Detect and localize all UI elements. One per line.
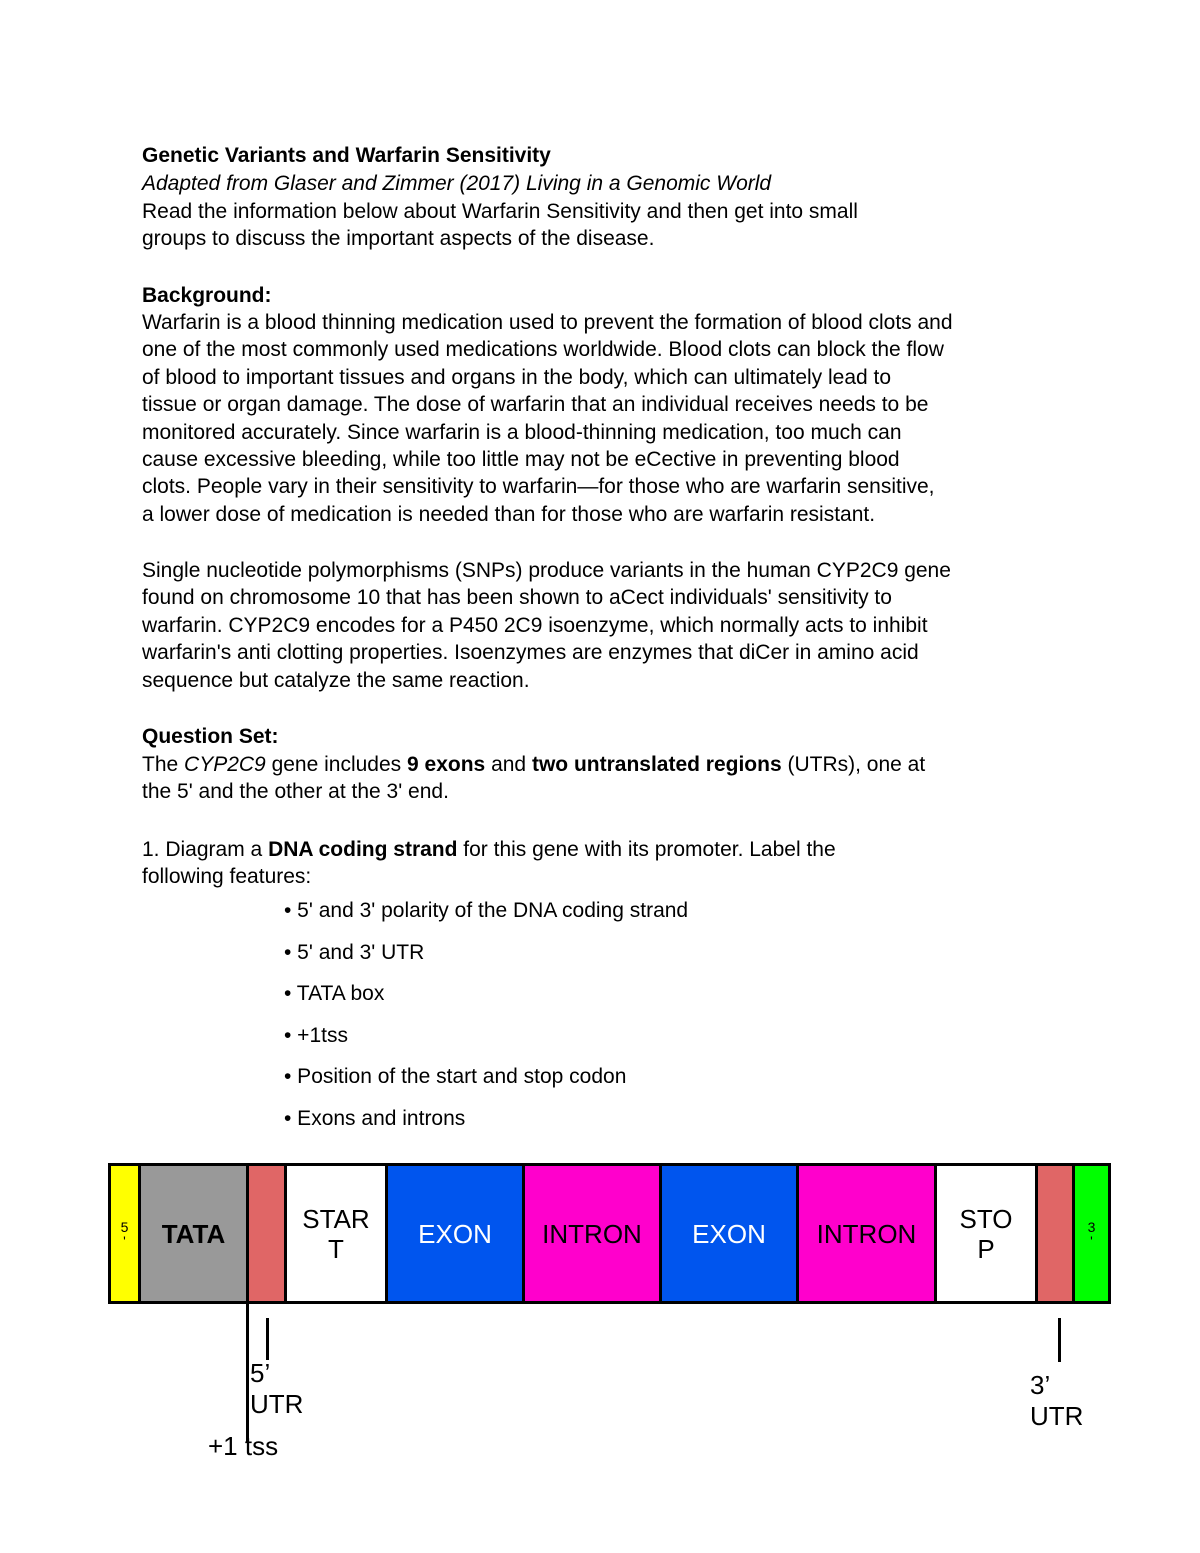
intro-paragraph <box>142 198 1082 253</box>
segment-label: TATA <box>161 1218 226 1249</box>
segment-exon-2 <box>662 1163 799 1304</box>
dna-strand-diagram <box>108 1163 1111 1304</box>
tss-label: +1 tss <box>208 1431 279 1461</box>
gene-name: CYP2C9 <box>184 753 266 776</box>
segment-label: INTRON <box>542 1218 642 1249</box>
bold-term: two untranslated regions <box>531 753 782 776</box>
background-paragraph-1 <box>142 309 1082 528</box>
feature-item: • 5' and 3' UTR <box>284 940 425 964</box>
bold-term: DNA coding strand <box>268 838 458 861</box>
text-fragment: 1. Diagram a <box>142 838 269 861</box>
text-fragment: and <box>485 753 532 776</box>
bold-term: 9 exons <box>407 753 486 776</box>
utr5-pointer-line <box>266 1318 269 1360</box>
segment-label: 5 <box>120 1218 129 1235</box>
segment-stop-codon <box>937 1163 1038 1304</box>
background-paragraph-2 <box>142 557 1082 694</box>
utr3-pointer-line <box>1058 1318 1061 1362</box>
segment-tata-box <box>141 1163 249 1304</box>
segment-label-line2: T <box>328 1233 344 1264</box>
segment-intron-2 <box>799 1163 937 1304</box>
paragraph-line: monitored accurately. Since warfarin is a blood-thinning medication, too much can <box>142 420 902 444</box>
text-fragment: gene includes <box>265 753 408 776</box>
segment-start-codon <box>287 1163 388 1304</box>
question-set-heading: Question Set: <box>142 725 279 748</box>
paragraph-line: Warfarin is a blood thinning medication used to prevent the formation of blood clots and <box>142 311 953 334</box>
feature-item: • Position of the start and stop codon <box>284 1065 627 1089</box>
question-1-line <box>142 836 1082 863</box>
paragraph-line: one of the most commonly used medications worldwide. Blood clots can block the flow <box>142 338 944 362</box>
segment-label: STAR <box>302 1203 370 1234</box>
label-line: 3’ <box>1030 1370 1051 1400</box>
paragraph-line: found on chromosome 10 that has been shown to aCect individuals' sensitivity to <box>142 586 892 610</box>
segment-label: EXON <box>692 1218 766 1249</box>
segment-label: EXON <box>418 1218 492 1249</box>
feature-item: • 5' and 3' polarity of the DNA coding strand <box>284 899 689 922</box>
feature-item: • TATA box <box>284 982 385 1006</box>
segment-sublabel: ' <box>123 1232 126 1249</box>
segment-label: INTRON <box>816 1218 917 1249</box>
intro-line: groups to discuss the important aspects of the disease. <box>142 227 655 251</box>
segment-intron-1 <box>525 1163 662 1304</box>
feature-item: • Exons and introns <box>284 1106 466 1130</box>
question-intro <box>142 751 1082 806</box>
paragraph-line: tissue or organ damage. The dose of warfarin that an individual receives needs to be <box>142 393 929 417</box>
text-fragment: (UTRs), one at <box>781 753 926 776</box>
segment-label: STO <box>959 1203 1013 1234</box>
label-line: 5’ <box>250 1358 271 1388</box>
feature-list <box>284 897 688 1147</box>
paragraph-line: warfarin. CYP2C9 encodes for a P450 2C9 isoenzyme, which normally acts to inhibit <box>142 613 928 637</box>
page-title: Genetic Variants and Warfarin Sensitivity <box>142 144 551 167</box>
question-1 <box>142 836 1082 891</box>
question-intro-line: the 5' and the other at the 3' end. <box>142 780 449 804</box>
segment-exon-1 <box>388 1163 525 1304</box>
paragraph-line: sequence but catalyze the same reaction. <box>142 668 530 692</box>
label-line: UTR <box>250 1389 304 1419</box>
intro-line: Read the information below about Warfarin Sensitivity and then get into small <box>142 200 858 223</box>
paragraph-line: a lower dose of medication is needed than for those who are warfarin resistant. <box>142 502 876 526</box>
segment-sublabel: ' <box>1090 1232 1093 1249</box>
segment-label: 3 <box>1087 1218 1096 1235</box>
paragraph-line: clots. People vary in their sensitivity to warfarin—for those who are warfarin sensitive, <box>142 475 935 499</box>
utr3-label <box>1030 1370 1083 1432</box>
segment-5-prime <box>108 1163 141 1304</box>
paragraph-line: Single nucleotide polymorphisms (SNPs) produce variants in the human CYP2C9 gene <box>142 559 951 582</box>
segment-3-utr <box>1038 1163 1075 1304</box>
background-heading: Background: <box>142 284 272 307</box>
paragraph-line: warfarin's anti clotting properties. Isoenzymes are enzymes that diCer in amino acid <box>142 641 919 665</box>
feature-item: • +1tss <box>284 1023 348 1047</box>
question-1-line: following features: <box>142 865 312 889</box>
segment-3-prime <box>1075 1163 1111 1304</box>
tss-pointer-line <box>246 1292 249 1442</box>
question-intro-line <box>142 751 1082 778</box>
label-line: UTR <box>1030 1401 1084 1431</box>
segment-5-utr <box>249 1163 287 1304</box>
paragraph-line: cause excessive bleeding, while too little may not be eCective in preventing blood <box>142 448 900 472</box>
utr5-label <box>250 1358 303 1420</box>
text-fragment: The <box>142 753 185 776</box>
paragraph-line: of blood to important tissues and organs in the body, which can ultimately lead to <box>142 365 892 389</box>
page-subtitle: Adapted from Glaser and Zimmer (2017) Living in a Genomic World <box>142 172 772 195</box>
segment-label-line2: P <box>977 1233 995 1264</box>
text-fragment: for this gene with its promoter. Label the <box>457 838 836 861</box>
